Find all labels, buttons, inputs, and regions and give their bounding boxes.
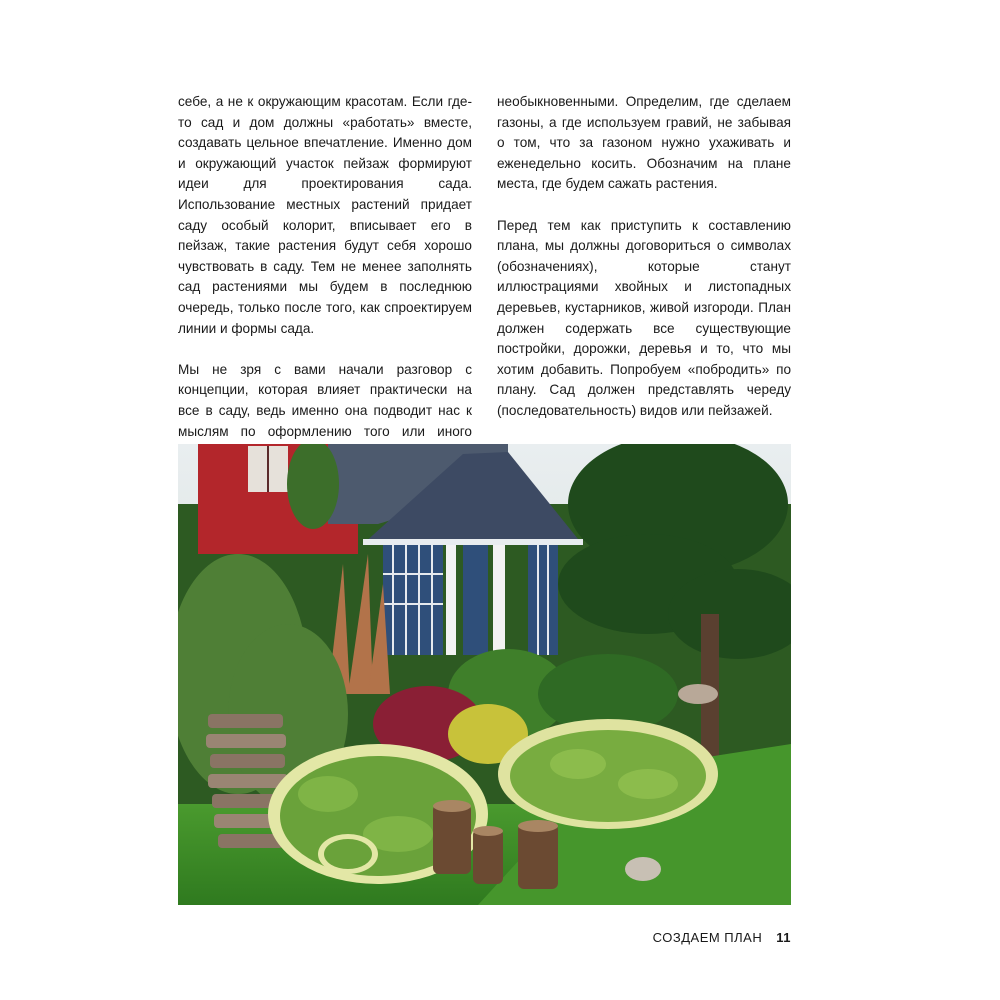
garden-photo [178, 444, 791, 905]
paragraph: необыкновенными. Определим, где сделаем газоны, а где используем гравий, не забывая о том, что за газоном нужно ухаживать и еженедельно косить. Обозначим на плане места, где будем сажать растения. [497, 94, 791, 192]
paragraph: себе, а не к окружающим красотам. Если где-то сад и дом должны «работать» вместе, создавать цельное впечатление. Именно дом и окружающий участок пейзаж формируют идеи для проектирования сада. Использование местных растений придает саду особый колорит, вписывает его в пейзаж, такие растения будут себя хорошо чувствовать в саду. Тем не менее заполнять сад растениями мы будем в последнюю очередь, только после того, как спроектируем линии и формы сада. [178, 94, 472, 336]
page-footer [653, 930, 791, 945]
paragraph: Мы не зря с вами начали разговор с концепции, которая влияет практически на все в саду, ведь именно она подводит нас к мыслям по оформлению того или иного [178, 361, 472, 439]
running-section-title: СОЗДАЕМ ПЛАН [652, 930, 763, 945]
gazebo [383, 545, 558, 655]
paragraph: Перед тем как приступить к составлению плана, мы должны договориться о символах (обозначениях), которые станут иллюстрациями хвойных и листопадных деревьев, кустарников, живой изгороди. План должен содержать все существующие постройки, дорожки, деревья и то, что мы хотим добавить. Попробуем «побродить» по плану. Сад должен представлять череду (последовательность) видов или пейзажей. [497, 217, 791, 418]
text-column-right [497, 92, 791, 504]
hosta-right [498, 719, 718, 829]
page-number: 11 [776, 930, 791, 945]
